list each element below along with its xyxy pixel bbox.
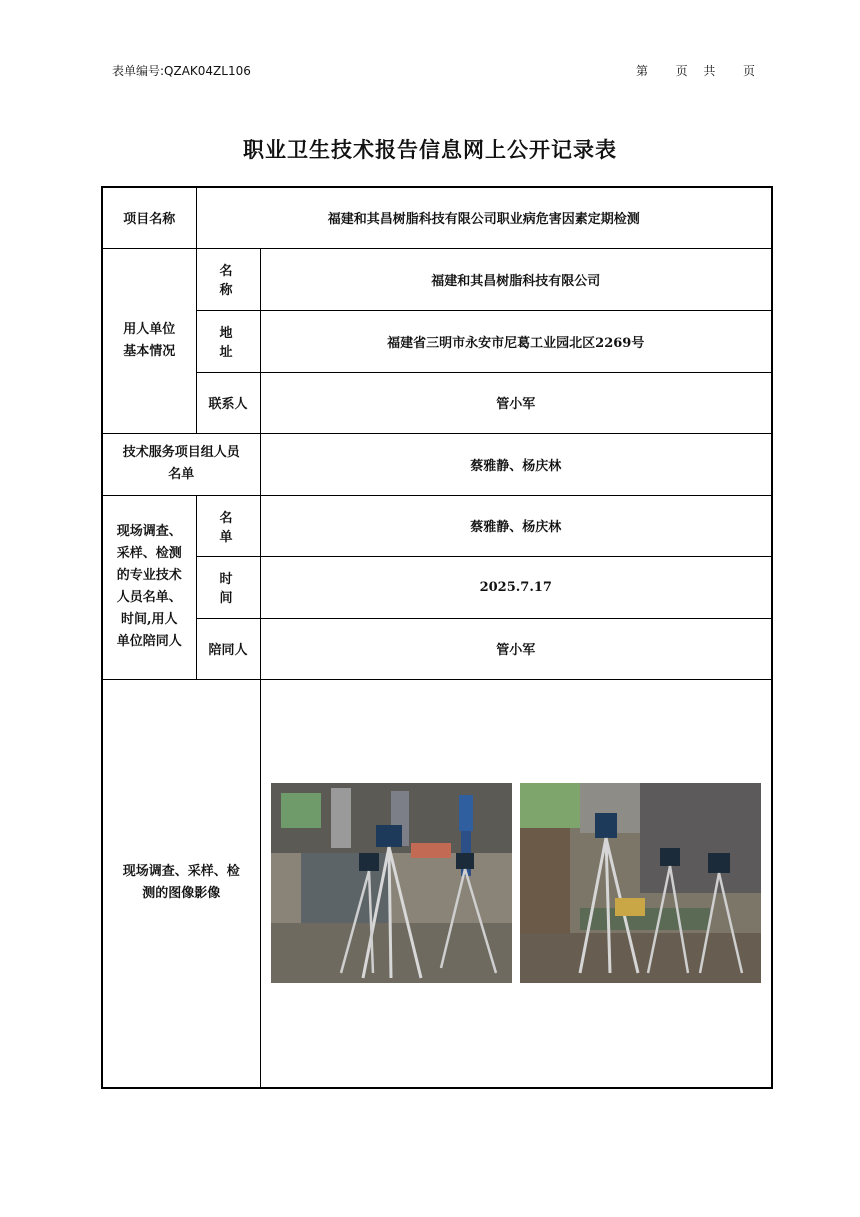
address-label: 地 址 (196, 310, 260, 372)
form-number-value: QZAK04ZL106 (164, 64, 251, 78)
site-photo-1 (271, 783, 512, 983)
survey-staff-label (102, 495, 196, 679)
staff-list-label: 名 单 (196, 495, 260, 556)
page-word: 页 (743, 64, 756, 78)
team-members-value: 蔡雅静、杨庆林 (260, 433, 772, 495)
survey-date-value: 2025.7.17 (260, 556, 772, 618)
page-title: 职业卫生技术报告信息网上公开记录表 (243, 138, 617, 162)
team-members-label (102, 433, 260, 495)
images-label-line: 测的图像影像 (142, 886, 221, 902)
contact-value: 管小军 (260, 372, 772, 433)
survey-label-line: 的专业技术 (116, 568, 182, 583)
employer-label-line: 基本情况 (123, 343, 176, 359)
survey-label-line: 现场调查、 (116, 524, 182, 539)
form-number (112, 62, 251, 79)
escort-value: 管小军 (260, 618, 772, 679)
page-word: 页 (675, 64, 688, 78)
survey-label-line: 单位陪同人 (116, 634, 182, 649)
site-photo-2 (520, 783, 761, 983)
contact-label: 联系人 (196, 372, 260, 433)
survey-label-line: 人员名单、 (116, 590, 182, 605)
photo-row (265, 783, 768, 983)
survey-label-line: 采样、检测 (116, 546, 182, 561)
name-label: 名 称 (196, 248, 260, 310)
record-table (101, 186, 773, 1089)
time-label: 时 间 (196, 556, 260, 618)
page-indicator (636, 62, 755, 79)
form-number-label: 表单编号: (112, 64, 165, 78)
employer-name-value: 福建和其昌树脂科技有限公司 (260, 248, 772, 310)
employer-label-line: 用人单位 (123, 321, 176, 337)
employer-address-value: 福建省三明市永安市尼葛工业园北区2269号 (260, 310, 772, 372)
page-word: 共 (703, 64, 716, 78)
images-label-line: 现场调查、采样、检 (122, 864, 240, 880)
page-word: 第 (636, 64, 649, 78)
escort-label: 陪同人 (196, 618, 260, 679)
site-images-label (102, 679, 260, 1088)
team-label-line: 技术服务项目组人员 (122, 445, 240, 460)
team-label-line: 名单 (168, 467, 195, 482)
staff-list-value: 蔡雅静、杨庆林 (260, 495, 772, 556)
survey-label-line: 时间,用人 (120, 612, 178, 627)
site-images-cell (260, 679, 772, 1088)
project-name-label: 项目名称 (102, 187, 196, 248)
employer-info-label (102, 248, 196, 433)
project-name-value: 福建和其昌树脂科技有限公司职业病危害因素定期检测 (196, 187, 772, 248)
